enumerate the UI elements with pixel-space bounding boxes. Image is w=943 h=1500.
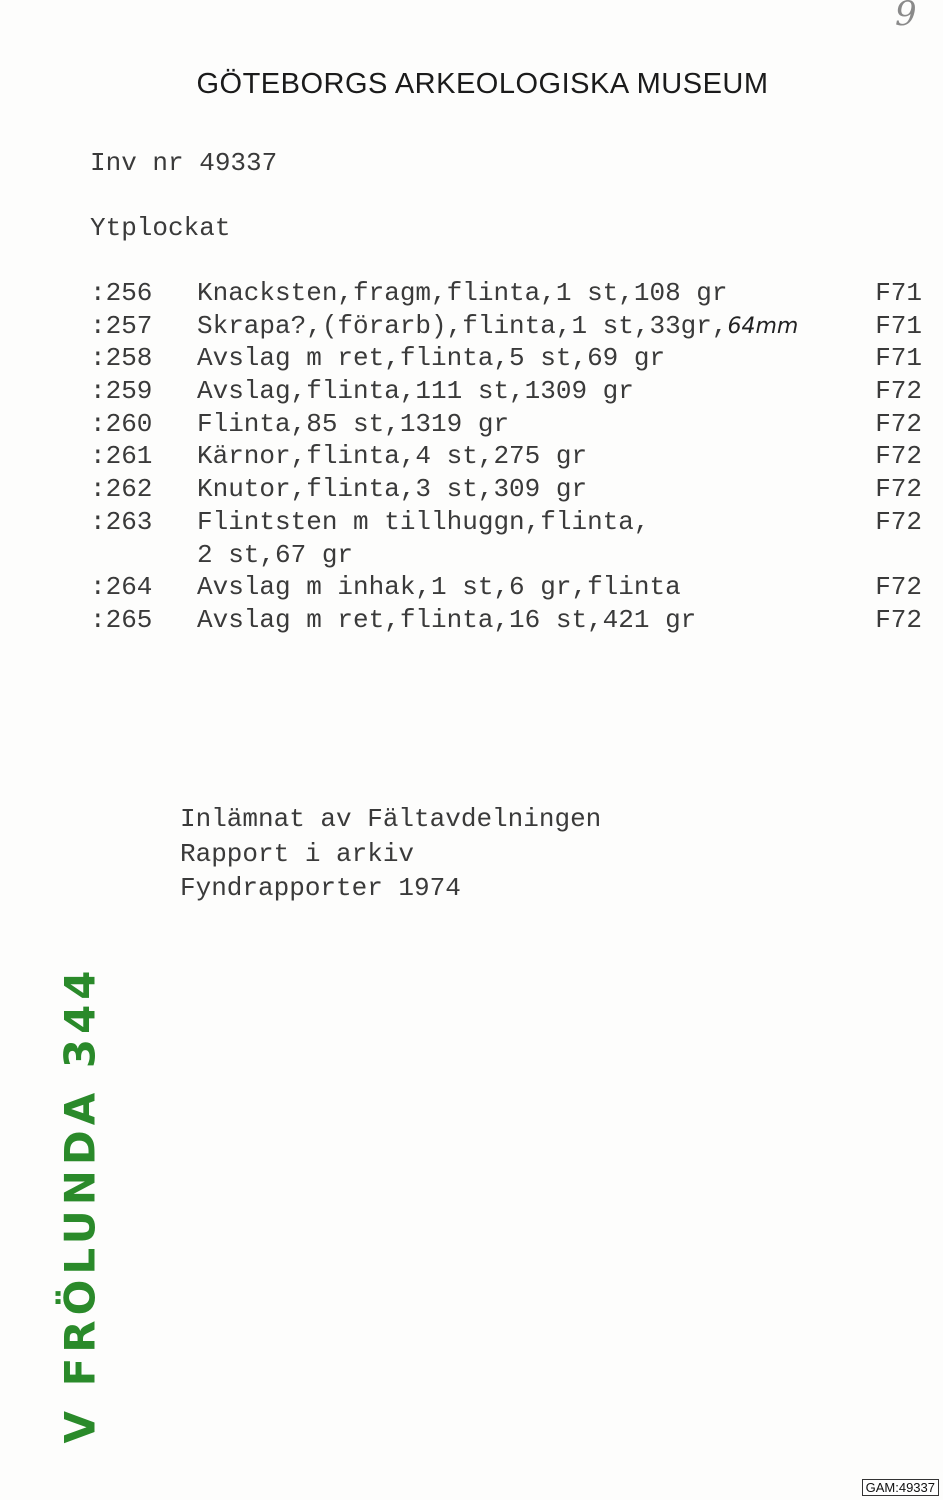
item-code: F71 [875, 310, 922, 341]
museum-header: GÖTEBORGS ARKEOLOGISKA MUSEUM [196, 68, 769, 100]
item-number: :257 [90, 310, 153, 341]
item-code: F72 [875, 408, 922, 439]
item-list [90, 278, 930, 638]
site-stamp: V FRÖLUNDA 344 [55, 965, 105, 1444]
handwritten-note: 64mm [727, 313, 799, 339]
item-description: Avslag,flinta,111 st,1309 gr [197, 376, 634, 407]
item-description-text: Skrapa?,(förarb),flinta,1 st,33gr, [197, 310, 728, 341]
list-item [90, 278, 930, 311]
note-line: Rapport i arkiv [180, 838, 415, 869]
page-number: 9 [895, 0, 917, 34]
list-item [90, 605, 930, 638]
list-item [90, 507, 930, 540]
inventory-number: Inv nr 49337 [90, 148, 278, 178]
item-number: :260 [90, 408, 153, 439]
submission-notes [180, 802, 601, 906]
item-description: Avslag m ret,flinta,5 st,69 gr [197, 343, 666, 374]
item-description: Kärnor,flinta,4 st,275 gr [197, 441, 588, 472]
item-number: :256 [90, 278, 153, 308]
list-item [90, 572, 930, 605]
item-number: :262 [90, 474, 153, 505]
item-description: Avslag m inhak,1 st,6 gr,flinta [197, 572, 681, 603]
section-title: Ytplockat [90, 213, 231, 243]
item-number: :261 [90, 441, 153, 472]
item-code: F72 [875, 572, 922, 603]
list-item [90, 343, 930, 376]
list-item [90, 376, 930, 409]
item-number: :265 [90, 604, 153, 635]
item-code: F72 [875, 441, 922, 472]
item-description: Knacksten,fragm,flinta,1 st,108 gr [197, 278, 728, 308]
item-code: F71 [875, 343, 922, 374]
list-item [90, 474, 930, 507]
item-code: F72 [875, 474, 922, 505]
item-description: Flintsten m tillhuggn,flinta, [197, 506, 650, 537]
item-number: :258 [90, 343, 153, 374]
item-code: F72 [875, 376, 922, 407]
note-line: Inlämnat av Fältavdelningen [180, 804, 602, 834]
list-item [90, 311, 930, 344]
list-item [90, 409, 930, 442]
item-code: F72 [875, 604, 922, 635]
item-description [197, 311, 798, 341]
catalog-id-label: GAM:49337 [862, 1479, 939, 1496]
note-line: Fyndrapporter 1974 [180, 873, 461, 903]
item-description: Avslag m ret,flinta,16 st,421 gr [197, 604, 697, 635]
item-number: :259 [90, 376, 153, 407]
item-description-continued: 2 st,67 gr [197, 539, 354, 570]
list-item-continuation [90, 540, 930, 573]
item-number: :264 [90, 572, 153, 603]
item-code: F71 [875, 278, 922, 308]
item-description: Knutor,flinta,3 st,309 gr [197, 474, 588, 505]
item-description: Flinta,85 st,1319 gr [197, 408, 510, 439]
item-number: :263 [90, 506, 153, 537]
item-code: F72 [875, 506, 922, 537]
list-item [90, 441, 930, 474]
